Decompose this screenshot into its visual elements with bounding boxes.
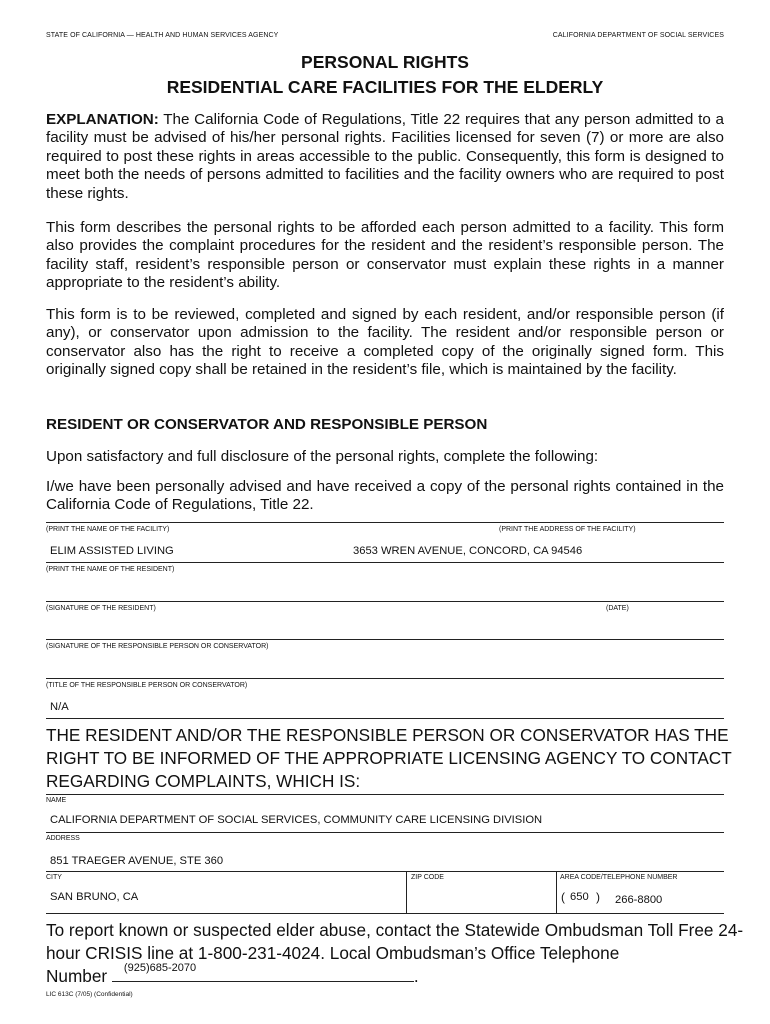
city-label: CITY [46,874,62,881]
responsible-title-field[interactable]: N/A [50,701,69,713]
agency-name-label: NAME [46,797,67,804]
resident-signature-field[interactable] [46,614,586,638]
agency-address-label: ADDRESS [46,835,80,842]
ombudsman-number-line [46,962,419,988]
resident-signature-rule [46,601,724,602]
facility-name-label: (PRINT THE NAME OF THE FACILITY) [46,526,170,533]
agency-header-left: STATE OF CALIFORNIA — HEALTH AND HUMAN SERVICES AGENCY [46,32,279,39]
agency-city-rule [46,871,724,872]
responsible-signature-field[interactable] [46,652,724,676]
section-heading: RESIDENT OR CONSERVATOR AND RESPONSIBLE PERSON [46,416,488,433]
city-field[interactable]: SAN BRUNO, CA [50,891,139,903]
agency-header-right: CALIFORNIA DEPARTMENT OF SOCIAL SERVICES [552,32,724,39]
agency-name-field[interactable]: CALIFORNIA DEPARTMENT OF SOCIAL SERVICES, COMMUNITY CARE LICENSING DIVISION [50,814,543,826]
area-code-open-paren: ( [561,890,565,904]
facility-rule [46,522,724,523]
facility-address-field[interactable]: 3653 WREN AVENUE, CONCORD, CA 94546 [353,545,583,557]
phone-number-field[interactable]: 266-8800 [615,894,663,906]
form-subtitle: RESIDENTIAL CARE FACILITIES FOR THE ELDERLY [166,77,604,97]
ombudsman-phone-value: (925)685-2070 [123,962,197,975]
city-zip-divider [406,871,407,913]
resident-name-rule [46,562,724,563]
agency-address-rule [46,832,724,833]
section-intro: Upon satisfactory and full disclosure of the personal rights, complete the following: [46,448,599,465]
number-label: Number [46,966,108,986]
facility-address-label: (PRINT THE ADDRESS OF THE FACILITY) [499,526,636,533]
licensing-agency-notice: THE RESIDENT AND/OR THE RESPONSIBLE PERSON OR CONSERVATOR HAS THE RIGHT TO BE INFORMED OF THE APPROPRIATE LICENSING AGENCY TO CONTACT REGARDING COMPLAINTS, WHICH IS: [46,725,732,791]
explanation-paragraph-3: This form is to be reviewed, completed and signed by each resident, and/or responsible person (if any), or conservator upon admission to the facility. The resident and/or responsible person or conservator also has the right to receive a completed copy of the originally signed form. This originally signed copy shall be retained in the resident’s file, which is maintained by the facility. [46,306,724,379]
form-title: PERSONAL RIGHTS [301,52,469,72]
responsible-title-bottom-rule [46,718,724,719]
explanation-text: The California Code of Regulations, Title 22 requires that any person admitted to a facility must be advised of his/her personal rights. Facilities licensed for seven (7) or more are also required to post these rights in areas accessible to the public. Consequently, this form is designed to meet both the needs of persons admitted to facilities and the facility owners who are required to post these rights. [46,111,724,202]
responsible-signature-rule [46,639,724,640]
agency-box-bottom-rule [46,913,724,914]
responsible-title-label: (TITLE OF THE RESPONSIBLE PERSON OR CONSERVATOR) [46,682,248,689]
agency-name-rule [46,794,724,795]
resident-name-field[interactable] [46,575,724,599]
explanation-paragraph-2: This form describes the personal rights to be afforded each person admitted to a facility. This form also provides the complaint procedures for the resident and the resident’s responsible person. The facility staff, resident’s responsible person or conservator must explain these rights in a manner appropriate to the resident’s ability. [46,219,724,292]
date-label: (DATE) [606,605,629,612]
agency-address-field[interactable]: 851 TRAEGER AVENUE, STE 360 [50,855,224,867]
area-code-field[interactable]: 650 [570,891,589,903]
zip-label: ZIP CODE [411,874,444,881]
number-period: . [413,966,419,986]
phone-label: AREA CODE/TELEPHONE NUMBER [560,874,678,881]
responsible-title-rule [46,678,724,679]
form-code: LIC 613C (7/05) (Confidential) [46,991,133,998]
resident-name-label: (PRINT THE NAME OF THE RESIDENT) [46,566,175,573]
area-code-close-paren: ) [596,890,600,904]
explanation-label: EXPLANATION: [46,111,159,128]
responsible-signature-label: (SIGNATURE OF THE RESPONSIBLE PERSON OR CONSERVATOR) [46,643,269,650]
resident-signature-label: (SIGNATURE OF THE RESIDENT) [46,605,156,612]
date-field[interactable] [600,614,724,638]
facility-name-field[interactable]: ELIM ASSISTED LIVING [50,545,174,557]
zip-phone-divider [556,871,557,913]
acknowledgement-statement: I/we have been personally advised and have received a copy of the personal rights contained in the California Code of Regulations, Title 22. [46,478,724,514]
elder-abuse-notice: To report known or suspected elder abuse, contact the Statewide Ombudsman Toll Free 24-hour CRISIS line at 1-800-231-4024. Local Ombudsman’s Office Telephone [46,920,744,963]
ombudsman-phone-field[interactable] [112,962,414,982]
explanation-paragraph-1 [46,111,724,203]
